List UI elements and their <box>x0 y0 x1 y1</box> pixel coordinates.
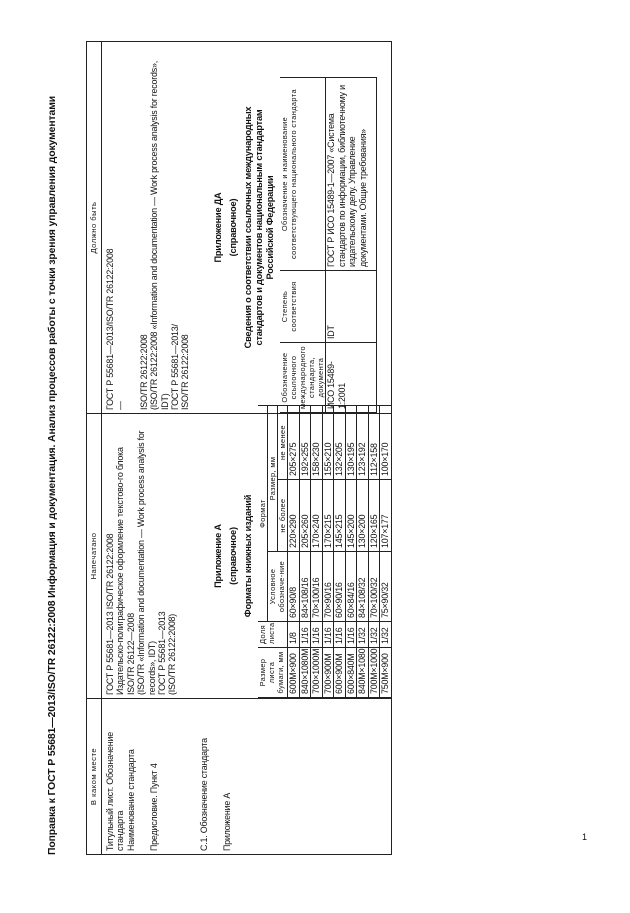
appendix-da-heading: Приложение ДА <box>213 192 224 263</box>
header-degree: Степень соответствия <box>280 271 326 343</box>
appendix-row <box>209 42 391 855</box>
book-format-row <box>380 405 392 697</box>
header-national-standard: Обозначение и наименование соответствующего национального стандарта <box>280 78 326 271</box>
book-format-cell: 70×100/32 <box>368 552 380 622</box>
appendix-a-kind: (справочное) <box>228 527 239 585</box>
book-format-cell: 840×1080М <box>299 648 311 698</box>
book-format-cell: 155×210 <box>322 405 334 479</box>
book-format-cell: 170×215 <box>322 480 334 552</box>
where-line: С.1. Обозначение стандарта <box>198 738 209 851</box>
book-format-cell: 100×170 <box>380 405 392 479</box>
book-format-cell: 1/16 <box>311 622 323 648</box>
degree-cell: IDT <box>326 271 377 343</box>
book-format-cell: 60×84/16 <box>345 552 357 622</box>
should-be-line: ГОСТ Р 55681—2013/ <box>170 324 181 410</box>
book-format-cell: 205×260 <box>299 480 311 552</box>
printed-line: ГОСТ Р 55681—2013 <box>157 611 168 695</box>
book-format-cell: 145×215 <box>334 480 346 552</box>
header-share: Доля листа <box>258 622 288 648</box>
book-format-row <box>322 405 334 697</box>
book-format-cell: 600×900М <box>334 648 346 698</box>
book-format-cell: 220×290 <box>288 480 300 552</box>
book-format-cell: 70×90/16 <box>322 552 334 622</box>
book-format-cell: 84×108/16 <box>299 552 311 622</box>
where-line: Предисловие. Пункт 4 <box>149 763 160 851</box>
should-be-line: ISO/TR 26122:2008 <box>138 334 149 410</box>
printed-line: (ISO/TR 26122:2008) <box>167 613 178 695</box>
should-be-line: ГОСТ Р 55681—2013/ISO/TR 26122:2008 <box>105 248 115 410</box>
book-format-cell: 750М×900 <box>380 648 392 698</box>
printed-line: Издательско-полиграфическое оформление текстово-го блока <box>115 447 126 695</box>
column-printed: Напечатано <box>87 414 102 699</box>
document-title: Поправка к ГОСТ Р 55681—2013/ISO/TR 26122:2008 Информация и документация. Анализ процессов работы с точки зрения управления документами <box>47 95 58 855</box>
book-format-cell: 192×255 <box>299 405 311 479</box>
appendix-da-kind: (справочное) <box>228 198 239 257</box>
printed-line: (ISO/TR «Information and documentation — Work process analysis for records», IDT) <box>136 430 157 695</box>
book-format-cell: 700×1000М <box>311 648 323 698</box>
appendix-da-name: Сведения о соответствии ссылочных международных стандартов и документов национальным стандартам Российской Федерации <box>243 106 276 349</box>
book-format-cell: 170×240 <box>311 480 323 552</box>
book-format-cell: 1/8 <box>288 622 300 648</box>
book-format-row <box>368 405 380 697</box>
national-standard-cell: ГОСТ Р ИСО 15489-1—2007 «Система стандартов по информации, библиотечному и издательскому делу. Управление документами. Общие требования» <box>326 78 377 271</box>
header-max: не более <box>278 480 288 552</box>
book-format-row <box>334 405 346 697</box>
book-format-cell: 130×200 <box>357 480 369 552</box>
appendix-a-heading: Приложение А <box>213 524 224 588</box>
book-formats-rows <box>288 405 392 697</box>
book-format-cell: 70×100/16 <box>311 552 323 622</box>
book-format-cell: 75×90/32 <box>380 552 392 622</box>
book-format-cell: 1/32 <box>357 622 369 648</box>
book-format-cell: 132×205 <box>334 405 346 479</box>
should-be-line: — <box>115 401 126 410</box>
book-format-cell: 120×165 <box>368 480 380 552</box>
where-cell <box>209 699 391 855</box>
references-table <box>280 77 377 413</box>
should-be-line: (ISO/TR 26122:2008 «Information and documentation — Work process analysis for records», IDT) <box>149 61 170 410</box>
book-format-cell: 158×230 <box>311 405 323 479</box>
book-format-cell: 700×900М <box>322 648 334 698</box>
book-format-row <box>345 405 357 697</box>
book-format-cell: 145×200 <box>345 480 357 552</box>
appendix-a-name: Форматы книжных изданий <box>243 494 254 618</box>
book-format-cell: 1/16 <box>334 622 346 648</box>
book-format-cell: 1/32 <box>368 622 380 648</box>
rotated-sheet <box>0 42 630 855</box>
book-format-row <box>299 405 311 697</box>
should-be-line: ISO/TR 26122:2008 <box>180 334 191 410</box>
column-where: В каком месте <box>87 699 102 855</box>
book-format-cell: 107×177 <box>380 480 392 552</box>
header-min: не менее <box>278 405 288 479</box>
printed-line: ГОСТ Р 55681—2013 ISO/TR 26122:2008 <box>105 533 115 695</box>
book-format-cell: 1/16 <box>345 622 357 648</box>
header-format: Формат <box>258 405 268 621</box>
book-format-cell: 60×90/8 <box>288 552 300 622</box>
book-format-row <box>288 405 300 697</box>
book-format-cell: 123×192 <box>357 405 369 479</box>
header-ref-standard: Обозначение ссылочного международного стандарта, документа <box>280 343 326 413</box>
where-line: Приложение А <box>222 792 233 851</box>
book-format-cell: 60×90/16 <box>334 552 346 622</box>
book-format-cell: 112×158 <box>368 405 380 479</box>
where-line: Наименование стандарта <box>125 749 136 851</box>
book-format-cell: 205×275 <box>288 405 300 479</box>
column-should-be: Должно быть <box>87 42 102 414</box>
book-format-cell: 600М×900 <box>288 648 300 698</box>
where-line: Титульный лист. Обозначение стандарта <box>105 732 126 851</box>
printed-appendix-cell <box>209 414 391 699</box>
book-format-cell: 600×840М <box>345 648 357 698</box>
book-format-cell: 130×195 <box>345 405 357 479</box>
book-format-cell: 700М×1000 <box>368 648 380 698</box>
header-size: Размер, мм <box>268 405 278 551</box>
book-format-row <box>357 405 369 697</box>
book-format-cell: 1/16 <box>322 622 334 648</box>
should-be-cell <box>102 42 210 414</box>
header-sheet-size: Размер листа бумаги, мм <box>258 648 288 698</box>
where-cell <box>102 699 210 855</box>
book-format-cell: 1/32 <box>380 622 392 648</box>
book-format-cell: 84×108/32 <box>357 552 369 622</box>
book-format-cell: 840М×1080 <box>357 648 369 698</box>
should-be-appendix-cell <box>209 42 391 414</box>
book-formats-table <box>258 405 392 698</box>
header-designation: Условное обозначе-ние <box>268 552 288 622</box>
book-format-row <box>311 405 323 697</box>
ref-standard-cell: ИСО 15489-1:2001 <box>326 343 377 413</box>
correction-table <box>86 41 392 855</box>
printed-cell <box>102 414 210 699</box>
book-format-cell: 1/16 <box>299 622 311 648</box>
correction-row <box>102 42 210 855</box>
page-number: 1 <box>582 832 588 842</box>
printed-line: ISO/TR 26122—2008 <box>125 613 136 695</box>
